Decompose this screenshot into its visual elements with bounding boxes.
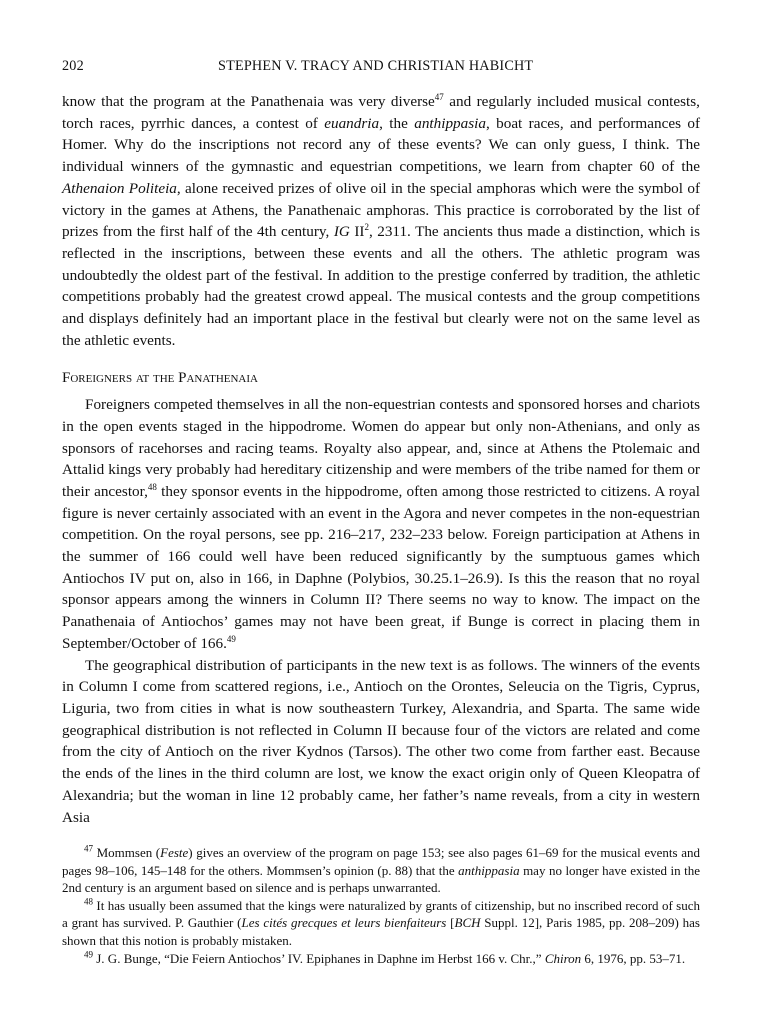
section-heading: Foreigners at the Panathenaia — [62, 370, 258, 387]
text-run: It has usually been assumed that the kings were naturalized by grants of citizenship, but no inscribed record of such a grant has survived. P. Gauthier ( — [62, 897, 700, 931]
text-run: , the — [379, 114, 415, 132]
text-run: II — [349, 223, 365, 241]
text-run: , alone received prizes of olive oil in the special amphoras which were the symbol of victory in the games at Athens, the Panathenaic amphoras. This practice is corroborated by the list of prizes from the first half of the 4th century, — [62, 179, 701, 241]
footnote-49 — [62, 950, 700, 968]
footnote-number: 49 — [84, 949, 93, 960]
text-run: , 2311. The ancients thus made a distinction, which is reflected in the inscriptions, between these events and all the others. The athletic program was undoubtedly the oldest part of the festival. In addition to the prestige conferred by tradition, the athletic competitions probably had the greatest crowd appeal. The musical contests and the group competitions and displays definitely had an important place in the festival but clearly were not on the same level as the athletic events. — [62, 223, 700, 349]
footnote-ref-48: 48 — [147, 481, 157, 492]
italic-title: Chiron — [544, 950, 582, 966]
footnote-48 — [62, 897, 700, 950]
running-title: STEPHEN V. TRACY AND CHRISTIAN HABICHT — [218, 58, 534, 74]
main-text — [62, 91, 700, 828]
text-run: ) gives an overview of the program on page 153; see also pages 61–69 for the musical events and pages 98–106, 145–148 for the others. Mommsen’s opinion (p. 88) that the — [62, 845, 700, 878]
text-run: and regularly included musical contests, torch races, pyrrhic dances, a contest of — [62, 93, 700, 132]
footnote-ref-47: 47 — [434, 91, 444, 102]
text-run: , boat races, and performances of Homer. Why do the inscriptions not record any of these events? We can only guess, I think. The individual winners of the gymnastic and equestrian competitions, we learn from chapter 60 of the — [62, 114, 701, 176]
superscript: 2 — [364, 222, 369, 233]
text-run: 6, 1976, pp. 53–71. — [581, 950, 686, 966]
footnotes — [62, 844, 700, 967]
running-header — [62, 58, 700, 78]
text-run: Mommsen ( — [93, 845, 161, 860]
text-run: Suppl. 12], Paris 1985, pp. 208–209) has shown that this notion is probably mistaken. — [62, 915, 700, 948]
text-run: they sponsor events in the hippodrome, often among those restricted to citizens. A royal figure is never certainly associated with an event in the Agora and never competes in the non-equestrian competition. On the royal persons, see pp. 216–217, 232–233 below. Foreign participation at Athens in the summer of 166 could well have been reduced significantly by the sumptuous games which Antiochos IV put on, also in 166, in Daphne (Polybios, 30.25.1–26.9). Is this the reason that no royal sponsor appears among the winners in Column II? There seems no way to know. The impact on the Panathenaia of Antiochos’ games may not have been great, if Bunge is correct in placing them in September/October of 166. — [62, 482, 700, 652]
text-run: Foreigners competed themselves in all the non-equestrian contests and sponsored horses and chariots in the open events staged in the hippodrome. Women do appear but only non-Athenians, and only as sponsors of racehorses and racing teams. Royalty also appear, and, since at Athens the Ptolemaic and Attalid kings very probably had hereditary citizenship and were members of the tribe named for them or their ancestor, — [62, 396, 700, 500]
page-number: 202 — [62, 58, 84, 74]
italic-term: anthippasia — [458, 862, 520, 878]
paragraph-2 — [62, 394, 700, 654]
footnote-number: 48 — [84, 896, 93, 907]
text-run: know that the program at the Panathenaia was very diverse — [62, 93, 435, 110]
italic-title: Athenaion Politeia — [62, 179, 177, 197]
italic-abbrev: IG — [333, 223, 350, 241]
text-run: may no longer have existed in the 2nd century is an argument based on silence and is perhaps unwarranted. — [62, 862, 701, 896]
italic-term: euandria — [324, 114, 380, 132]
italic-abbrev: BCH — [454, 915, 481, 931]
paragraph-1 — [62, 91, 700, 351]
italic-term: anthippasia — [414, 114, 486, 132]
italic-title: Feste — [160, 845, 189, 860]
italic-title: Les cités grecques et leurs bienfaiteurs — [241, 915, 447, 931]
text-run: [ — [446, 915, 455, 931]
footnote-number: 47 — [84, 843, 93, 854]
footnote-ref-49: 49 — [226, 633, 236, 644]
footnote-47 — [62, 844, 700, 897]
paragraph-3: The geographical distribution of participants in the new text is as follows. The winners of the events in Column I come from scattered regions, i.e., Antioch on the Orontes, Seleucia on the Tigris, Cyprus, Liguria, two from cities in what is now southeastern Turkey, Alexandria, and Sparta. The same wide geographical distribution is not reflected in Column II because four of the victors are related and come from the city of Antioch on the river Kydnos (Tarsos). The other two come from farther east. Because the ends of the lines in the third column are lost, we know the exact origin only of Queen Kleopatra of Alexandria; but the woman in line 12 probably came, her father’s name reveals, from a city in western Asia — [62, 656, 700, 826]
text-run: J. G. Bunge, “Die Feiern Antiochos’ IV. Epiphanes in Daphne im Herbst 166 v. Chr.,” — [93, 950, 545, 966]
